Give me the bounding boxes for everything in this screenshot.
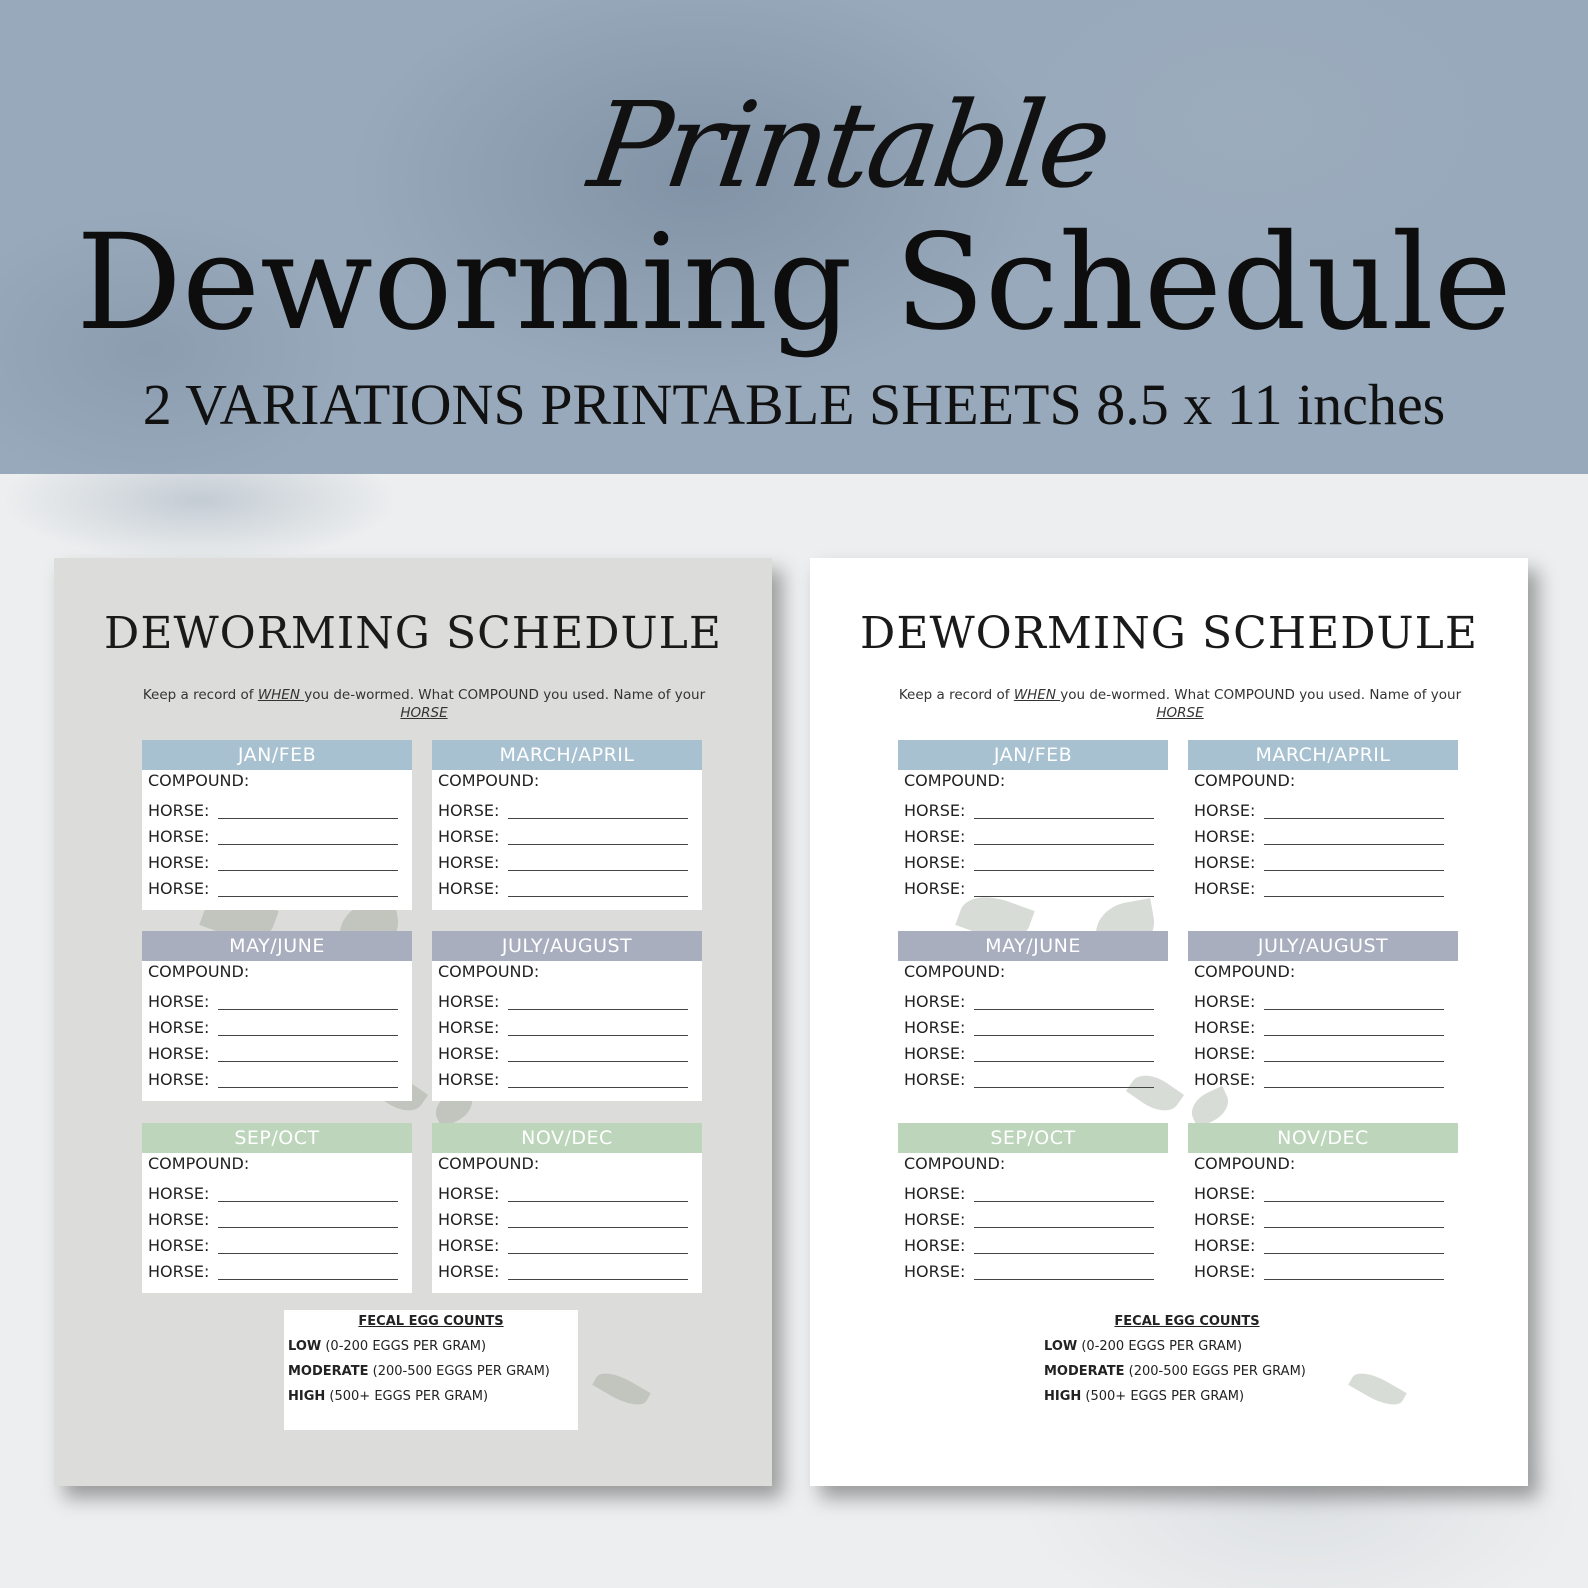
compound-row xyxy=(142,770,412,798)
horse-label: HORSE: xyxy=(148,1262,210,1281)
schedule-block xyxy=(142,740,412,910)
horse-label: HORSE: xyxy=(1194,1018,1256,1037)
leaf-decoration xyxy=(592,1366,651,1413)
horse-label: HORSE: xyxy=(438,1262,500,1281)
write-line xyxy=(1264,1061,1444,1062)
horse-label: HORSE: xyxy=(1194,992,1256,1011)
write-line xyxy=(218,1035,398,1036)
horse-row xyxy=(432,1207,702,1233)
write-line xyxy=(508,1009,688,1010)
write-line xyxy=(508,818,688,819)
fecal-title: FECAL EGG COUNTS xyxy=(1114,1314,1260,1329)
horse-row xyxy=(142,1067,412,1093)
compound-row xyxy=(898,770,1168,798)
write-line xyxy=(974,1253,1154,1254)
horse-label: HORSE: xyxy=(438,1210,500,1229)
horse-label: HORSE: xyxy=(148,879,210,898)
write-line xyxy=(218,1253,398,1254)
sheet-title: DEWORMING SCHEDULE xyxy=(860,608,1478,659)
block-header: JULY/AUGUST xyxy=(1188,931,1458,961)
horse-label: HORSE: xyxy=(1194,1044,1256,1063)
schedule-block xyxy=(142,931,412,1101)
schedule-block xyxy=(1188,1123,1458,1293)
compound-row xyxy=(432,1153,702,1181)
write-line xyxy=(218,844,398,845)
horse-label: HORSE: xyxy=(1194,1236,1256,1255)
horse-label: HORSE: xyxy=(904,1018,966,1037)
compound-row xyxy=(898,961,1168,989)
compound-label: COMPOUND: xyxy=(438,1154,540,1173)
schedule-block xyxy=(142,1123,412,1293)
horse-label: HORSE: xyxy=(904,1070,966,1089)
horse-label: HORSE: xyxy=(438,1184,500,1203)
write-line xyxy=(508,1061,688,1062)
compound-row xyxy=(898,1153,1168,1181)
horse-row xyxy=(1188,1041,1458,1067)
horse-row xyxy=(1188,824,1458,850)
block-header: JULY/AUGUST xyxy=(432,931,702,961)
horse-row xyxy=(142,1233,412,1259)
horse-row xyxy=(142,989,412,1015)
intro-horse: HORSE xyxy=(400,705,448,721)
horse-row xyxy=(898,1181,1168,1207)
horse-row xyxy=(142,876,412,902)
horse-row xyxy=(432,1067,702,1093)
horse-label: HORSE: xyxy=(148,1210,210,1229)
intro-part-a: Keep a record of xyxy=(898,687,1014,703)
horse-row xyxy=(1188,1181,1458,1207)
schedule-block xyxy=(898,740,1168,910)
write-line xyxy=(974,1061,1154,1062)
horse-label: HORSE: xyxy=(438,1070,500,1089)
schedule-block xyxy=(898,1123,1168,1293)
horse-row xyxy=(898,1207,1168,1233)
fecal-egg-counts xyxy=(284,1310,578,1430)
horse-row xyxy=(432,1181,702,1207)
intro-when: WHEN xyxy=(257,687,305,703)
write-line xyxy=(218,1061,398,1062)
write-line xyxy=(508,1279,688,1280)
compound-row xyxy=(1188,1153,1458,1181)
sheet-grey-variation xyxy=(54,558,772,1486)
horse-label: HORSE: xyxy=(904,827,966,846)
fecal-egg-counts xyxy=(1040,1310,1334,1430)
fecal-moderate-text: (200-500 EGGS PER GRAM) xyxy=(368,1364,550,1379)
horse-label: HORSE: xyxy=(904,1210,966,1229)
write-line xyxy=(508,1087,688,1088)
horse-label: HORSE: xyxy=(1194,1070,1256,1089)
horse-row xyxy=(432,876,702,902)
fecal-title: FECAL EGG COUNTS xyxy=(358,1314,504,1329)
write-line xyxy=(1264,1227,1444,1228)
horse-label: HORSE: xyxy=(438,879,500,898)
horse-label: HORSE: xyxy=(148,827,210,846)
horse-label: HORSE: xyxy=(438,853,500,872)
horse-row xyxy=(898,989,1168,1015)
horse-label: HORSE: xyxy=(1194,1262,1256,1281)
schedule-block xyxy=(432,931,702,1101)
horse-label: HORSE: xyxy=(148,1018,210,1037)
fecal-high-label: HIGH xyxy=(288,1389,326,1404)
write-line xyxy=(1264,1253,1444,1254)
compound-label: COMPOUND: xyxy=(148,1154,250,1173)
horse-row xyxy=(898,1259,1168,1285)
horse-row xyxy=(1188,850,1458,876)
horse-label: HORSE: xyxy=(438,1236,500,1255)
horse-row xyxy=(1188,1233,1458,1259)
horse-row xyxy=(1188,1259,1458,1285)
horse-label: HORSE: xyxy=(148,801,210,820)
fecal-moderate xyxy=(1044,1364,1334,1379)
write-line xyxy=(974,844,1154,845)
horse-row xyxy=(898,1067,1168,1093)
write-line xyxy=(218,1009,398,1010)
compound-label: COMPOUND: xyxy=(438,771,540,790)
horse-label: HORSE: xyxy=(1194,879,1256,898)
write-line xyxy=(508,844,688,845)
write-line xyxy=(974,1087,1154,1088)
write-line xyxy=(1264,1087,1444,1088)
fecal-moderate xyxy=(288,1364,578,1379)
fecal-high-text: (500+ EGGS PER GRAM) xyxy=(1081,1389,1245,1404)
script-title: Printable xyxy=(581,76,1116,214)
horse-label: HORSE: xyxy=(148,853,210,872)
compound-label: COMPOUND: xyxy=(1194,771,1296,790)
write-line xyxy=(974,1227,1154,1228)
horse-row xyxy=(432,824,702,850)
horse-label: HORSE: xyxy=(904,1262,966,1281)
write-line xyxy=(974,1009,1154,1010)
write-line xyxy=(1264,1201,1444,1202)
horse-row xyxy=(432,798,702,824)
write-line xyxy=(1264,818,1444,819)
write-line xyxy=(974,818,1154,819)
block-header: MARCH/APRIL xyxy=(432,740,702,770)
horse-row xyxy=(142,1181,412,1207)
compound-row xyxy=(1188,770,1458,798)
fecal-low-label: LOW xyxy=(1044,1339,1078,1354)
write-line xyxy=(1264,1009,1444,1010)
horse-label: HORSE: xyxy=(904,879,966,898)
write-line xyxy=(974,870,1154,871)
horse-label: HORSE: xyxy=(148,1070,210,1089)
fecal-moderate-text: (200-500 EGGS PER GRAM) xyxy=(1124,1364,1306,1379)
intro-part-b: you de-wormed. What COMPOUND you used. Name of your xyxy=(304,687,706,703)
block-header: SEP/OCT xyxy=(142,1123,412,1153)
write-line xyxy=(974,1035,1154,1036)
block-header: NOV/DEC xyxy=(432,1123,702,1153)
write-line xyxy=(1264,1035,1444,1036)
horse-row xyxy=(898,876,1168,902)
fecal-low-label: LOW xyxy=(288,1339,322,1354)
horse-row xyxy=(142,1041,412,1067)
block-header: SEP/OCT xyxy=(898,1123,1168,1153)
intro-text xyxy=(880,686,1480,722)
compound-row xyxy=(142,1153,412,1181)
block-header: MARCH/APRIL xyxy=(1188,740,1458,770)
compound-label: COMPOUND: xyxy=(438,962,540,981)
schedule-block xyxy=(432,740,702,910)
write-line xyxy=(218,1227,398,1228)
write-line xyxy=(508,1227,688,1228)
write-line xyxy=(218,1279,398,1280)
fecal-moderate-label: MODERATE xyxy=(288,1364,369,1379)
horse-label: HORSE: xyxy=(904,1236,966,1255)
horse-row xyxy=(432,1233,702,1259)
horse-label: HORSE: xyxy=(148,992,210,1011)
horse-row xyxy=(1188,1015,1458,1041)
write-line xyxy=(1264,896,1444,897)
horse-label: HORSE: xyxy=(904,853,966,872)
fecal-low-text: (0-200 EGGS PER GRAM) xyxy=(1077,1339,1243,1354)
intro-part-b: you de-wormed. What COMPOUND you used. Name of your xyxy=(1060,687,1462,703)
block-header: MAY/JUNE xyxy=(142,931,412,961)
fecal-high xyxy=(1044,1389,1334,1404)
main-title: Deworming Schedule xyxy=(76,206,1512,360)
intro-horse: HORSE xyxy=(1156,705,1204,721)
horse-row xyxy=(898,1015,1168,1041)
compound-row xyxy=(432,961,702,989)
horse-label: HORSE: xyxy=(438,992,500,1011)
horse-row xyxy=(432,1015,702,1041)
horse-row xyxy=(1188,1207,1458,1233)
horse-row xyxy=(142,1015,412,1041)
horse-row xyxy=(142,850,412,876)
horse-row xyxy=(142,798,412,824)
compound-label: COMPOUND: xyxy=(1194,962,1296,981)
schedule-block xyxy=(898,931,1168,1101)
horse-row xyxy=(432,989,702,1015)
write-line xyxy=(1264,844,1444,845)
horse-label: HORSE: xyxy=(148,1236,210,1255)
horse-label: HORSE: xyxy=(904,1044,966,1063)
write-line xyxy=(218,1201,398,1202)
schedule-block xyxy=(432,1123,702,1293)
write-line xyxy=(1264,870,1444,871)
horse-row xyxy=(1188,876,1458,902)
write-line xyxy=(218,870,398,871)
block-header: NOV/DEC xyxy=(1188,1123,1458,1153)
horse-row xyxy=(1188,1067,1458,1093)
write-line xyxy=(974,1279,1154,1280)
banner xyxy=(0,0,1588,474)
block-header: JAN/FEB xyxy=(142,740,412,770)
horse-label: HORSE: xyxy=(438,1018,500,1037)
horse-row xyxy=(432,850,702,876)
horse-row xyxy=(898,824,1168,850)
compound-label: COMPOUND: xyxy=(148,962,250,981)
horse-label: HORSE: xyxy=(148,1184,210,1203)
sheet-title: DEWORMING SCHEDULE xyxy=(104,608,722,659)
horse-label: HORSE: xyxy=(1194,1210,1256,1229)
fecal-high xyxy=(288,1389,578,1404)
horse-row xyxy=(142,824,412,850)
write-line xyxy=(218,896,398,897)
horse-label: HORSE: xyxy=(1194,827,1256,846)
write-line xyxy=(218,1087,398,1088)
write-line xyxy=(218,818,398,819)
compound-label: COMPOUND: xyxy=(904,1154,1006,1173)
write-line xyxy=(508,870,688,871)
fecal-low xyxy=(1044,1339,1334,1354)
horse-row xyxy=(1188,798,1458,824)
intro-text xyxy=(124,686,724,722)
schedule-block xyxy=(1188,931,1458,1101)
leaf-decoration xyxy=(1348,1366,1407,1413)
horse-row xyxy=(1188,989,1458,1015)
fecal-low-text: (0-200 EGGS PER GRAM) xyxy=(321,1339,487,1354)
horse-row xyxy=(432,1041,702,1067)
compound-row xyxy=(432,770,702,798)
compound-row xyxy=(1188,961,1458,989)
horse-label: HORSE: xyxy=(1194,1184,1256,1203)
compound-label: COMPOUND: xyxy=(1194,1154,1296,1173)
fecal-moderate-label: MODERATE xyxy=(1044,1364,1125,1379)
horse-row xyxy=(142,1259,412,1285)
fecal-high-label: HIGH xyxy=(1044,1389,1082,1404)
intro-part-a: Keep a record of xyxy=(142,687,258,703)
subtitle: 2 VARIATIONS PRINTABLE SHEETS 8.5 x 11 inches xyxy=(142,372,1446,437)
intro-when: WHEN xyxy=(1013,687,1061,703)
horse-label: HORSE: xyxy=(1194,853,1256,872)
horse-row xyxy=(898,798,1168,824)
horse-row xyxy=(432,1259,702,1285)
write-line xyxy=(1264,1279,1444,1280)
compound-label: COMPOUND: xyxy=(148,771,250,790)
block-header: JAN/FEB xyxy=(898,740,1168,770)
horse-label: HORSE: xyxy=(904,801,966,820)
schedule-block xyxy=(1188,740,1458,910)
block-header: MAY/JUNE xyxy=(898,931,1168,961)
horse-row xyxy=(898,1041,1168,1067)
fecal-high-text: (500+ EGGS PER GRAM) xyxy=(325,1389,489,1404)
write-line xyxy=(508,896,688,897)
horse-label: HORSE: xyxy=(148,1044,210,1063)
horse-label: HORSE: xyxy=(904,992,966,1011)
horse-label: HORSE: xyxy=(438,1044,500,1063)
horse-label: HORSE: xyxy=(438,827,500,846)
horse-row xyxy=(898,1233,1168,1259)
write-line xyxy=(974,896,1154,897)
compound-row xyxy=(142,961,412,989)
compound-label: COMPOUND: xyxy=(904,771,1006,790)
horse-row xyxy=(142,1207,412,1233)
compound-label: COMPOUND: xyxy=(904,962,1006,981)
sheet-white-variation xyxy=(810,558,1528,1486)
horse-label: HORSE: xyxy=(1194,801,1256,820)
fecal-low xyxy=(288,1339,578,1354)
write-line xyxy=(508,1035,688,1036)
horse-row xyxy=(898,850,1168,876)
horse-label: HORSE: xyxy=(438,801,500,820)
write-line xyxy=(508,1253,688,1254)
write-line xyxy=(974,1201,1154,1202)
write-line xyxy=(508,1201,688,1202)
horse-label: HORSE: xyxy=(904,1184,966,1203)
